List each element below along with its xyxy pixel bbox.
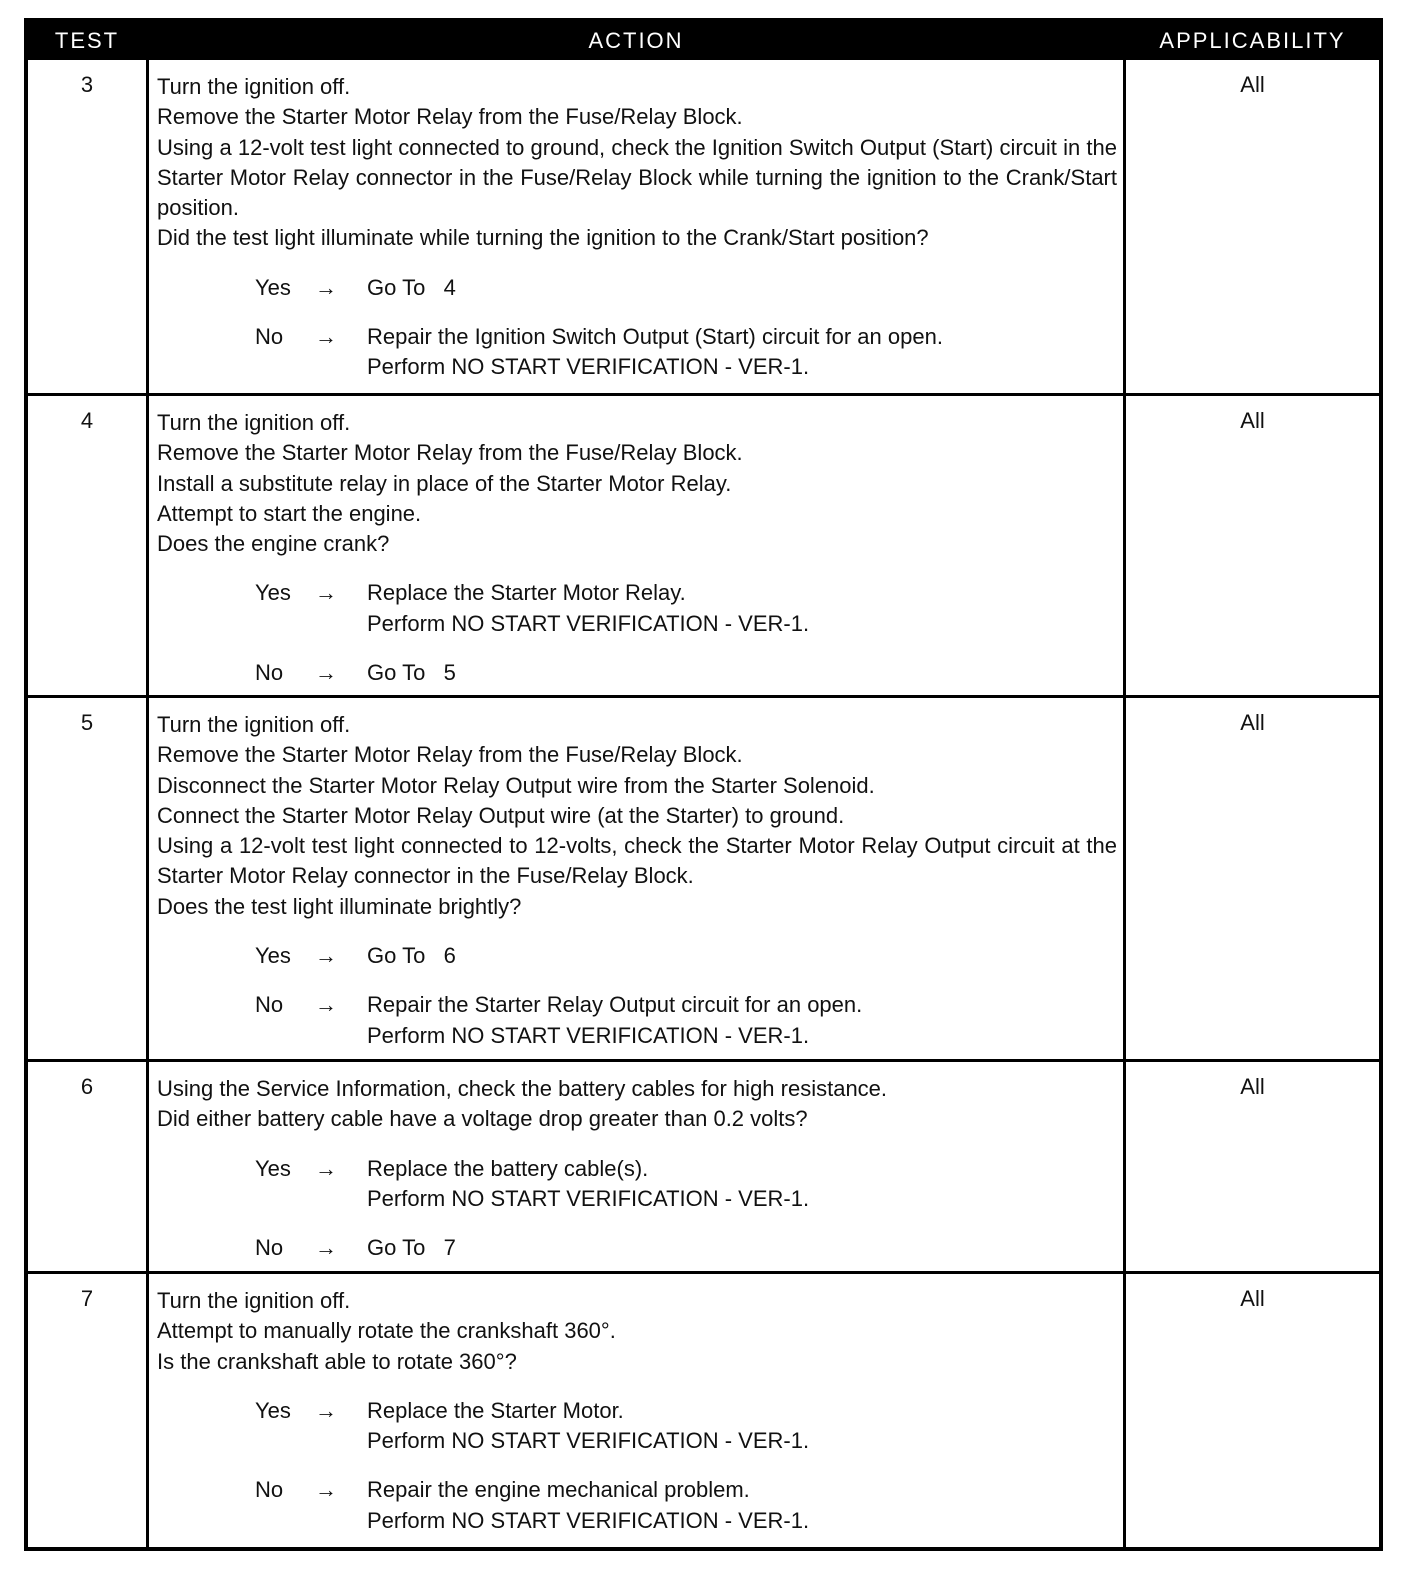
decision-yes [157,941,1123,971]
decision-result [367,322,1123,383]
decision-options [157,273,1123,383]
test-number: 7 [80,1286,94,1311]
decision-yes [157,273,1123,303]
result-line: Perform NO START VERIFICATION - VER-1. [367,1185,810,1211]
right-arrow-icon: → [315,943,337,969]
right-arrow-icon: → [315,660,337,686]
decision-result [367,1233,1123,1263]
test-number: 4 [80,408,94,433]
action-step: Turn the ignition off. [157,74,351,99]
action-step: Remove the Starter Motor Relay from the Fuse/Relay Block. [157,742,743,768]
decision-result [367,990,1123,1051]
right-arrow-icon: → [315,580,337,606]
table-row [28,393,1379,695]
result-line: Perform NO START VERIFICATION - VER-1. [367,610,810,636]
action-step: Did the test light illuminate while turning the ignition to the Crank/Start position? [157,225,929,251]
table-row [28,60,1379,393]
action-step: Connect the Starter Motor Relay Output wire (at the Starter) to ground. [157,802,845,828]
result-line: Replace the Starter Motor Relay. [367,580,686,606]
result-line: Perform NO START VERIFICATION - VER-1. [367,1428,810,1454]
right-arrow-icon: → [315,274,337,300]
applicability-cell: All [1240,408,1265,433]
test-number: 3 [80,72,94,97]
decision-label: Yes [255,274,291,300]
result-line: Go To 7 [367,1235,456,1261]
table-row [28,1271,1379,1547]
decision-no [157,322,1123,383]
action-step: Remove the Starter Motor Relay from the Fuse/Relay Block. [157,440,743,466]
right-arrow-icon: → [315,1155,337,1181]
action-step: Install a substitute relay in place of the Starter Motor Relay. [157,470,732,496]
table-row [28,695,1379,1059]
test-number: 6 [80,1074,94,1099]
action-step: Using the Service Information, check the battery cables for high resistance. [157,1076,888,1101]
result-line: Replace the battery cable(s). [367,1155,649,1181]
decision-result [367,1154,1123,1215]
action-step: Attempt to start the engine. [157,500,422,526]
diagnostic-table [24,18,1383,1551]
result-line: Go To 6 [367,943,456,969]
action-step: Turn the ignition off. [157,712,351,737]
decision-no [157,1475,1123,1536]
table-body [28,60,1379,1547]
action-step: Remove the Starter Motor Relay from the Fuse/Relay Block. [157,104,743,130]
action-step: Does the engine crank? [157,531,390,557]
decision-label: No [255,1235,284,1261]
decision-label: Yes [255,943,291,969]
action-cell [146,60,1126,393]
applicability-cell: All [1240,1074,1265,1099]
decision-label: Yes [255,1397,291,1423]
decision-options [157,578,1123,688]
decision-result [367,941,1123,971]
decision-yes [157,1154,1123,1215]
action-cell [146,698,1126,1059]
right-arrow-icon: → [315,1235,337,1261]
applicability-cell: All [1240,1286,1265,1311]
decision-result [367,1475,1123,1536]
decision-result [367,1396,1123,1457]
right-arrow-icon: → [315,992,337,1018]
action-step: Turn the ignition off. [157,1288,351,1313]
decision-no [157,990,1123,1051]
decision-yes [157,1396,1123,1457]
right-arrow-icon: → [315,1477,337,1503]
table-row [28,1059,1379,1271]
decision-options [157,1154,1123,1264]
decision-label: No [255,324,284,350]
action-step: Turn the ignition off. [157,410,351,435]
decision-yes [157,578,1123,639]
result-line: Replace the Starter Motor. [367,1397,624,1423]
applicability-cell: All [1240,72,1265,97]
result-line: Perform NO START VERIFICATION - VER-1. [367,1022,810,1048]
action-step: Does the test light illuminate brightly? [157,893,522,919]
result-line: Go To 5 [367,660,456,686]
header-action: ACTION [588,28,684,53]
header-test: TEST [54,28,120,53]
header-applicability: APPLICABILITY [1159,28,1346,53]
decision-label: No [255,660,284,686]
action-step: Using a 12-volt test light connected to 12-volts, check the Starter Motor Relay Output circuit at the Starter Motor Relay connector in the Fuse/Relay Block. [157,833,1117,889]
decision-label: No [255,1477,284,1503]
decision-no [157,658,1123,688]
action-step: Is the crankshaft able to rotate 360°? [157,1348,517,1374]
table-header [28,22,1379,60]
result-line: Perform NO START VERIFICATION - VER-1. [367,1507,810,1533]
action-step: Disconnect the Starter Motor Relay Output wire from the Starter Solenoid. [157,772,875,798]
decision-label: Yes [255,580,291,606]
result-line: Go To 4 [367,274,456,300]
result-line: Perform NO START VERIFICATION - VER-1. [367,354,810,380]
decision-options [157,1396,1123,1536]
right-arrow-icon: → [315,324,337,350]
action-step: Did either battery cable have a voltage drop greater than 0.2 volts? [157,1106,808,1132]
action-step: Attempt to manually rotate the crankshaft 360°. [157,1318,616,1344]
action-cell [146,396,1126,695]
right-arrow-icon: → [315,1397,337,1423]
result-line: Repair the Starter Relay Output circuit for an open. [367,992,863,1018]
action-cell [146,1062,1126,1271]
decision-result [367,578,1123,639]
action-step: Using a 12-volt test light connected to ground, check the Ignition Switch Output (Start) circuit in the Starter Motor Relay connector in the Fuse/Relay Block while turning the ignition to the Crank/Start position. [157,134,1117,221]
test-number: 5 [80,710,94,735]
result-line: Repair the engine mechanical problem. [367,1477,750,1503]
applicability-cell: All [1240,710,1265,735]
decision-options [157,941,1123,1051]
action-cell [146,1274,1126,1547]
decision-label: No [255,992,284,1018]
decision-label: Yes [255,1155,291,1181]
result-line: Repair the Ignition Switch Output (Start) circuit for an open. [367,324,943,350]
decision-result [367,273,1123,303]
decision-result [367,658,1123,688]
decision-no [157,1233,1123,1263]
